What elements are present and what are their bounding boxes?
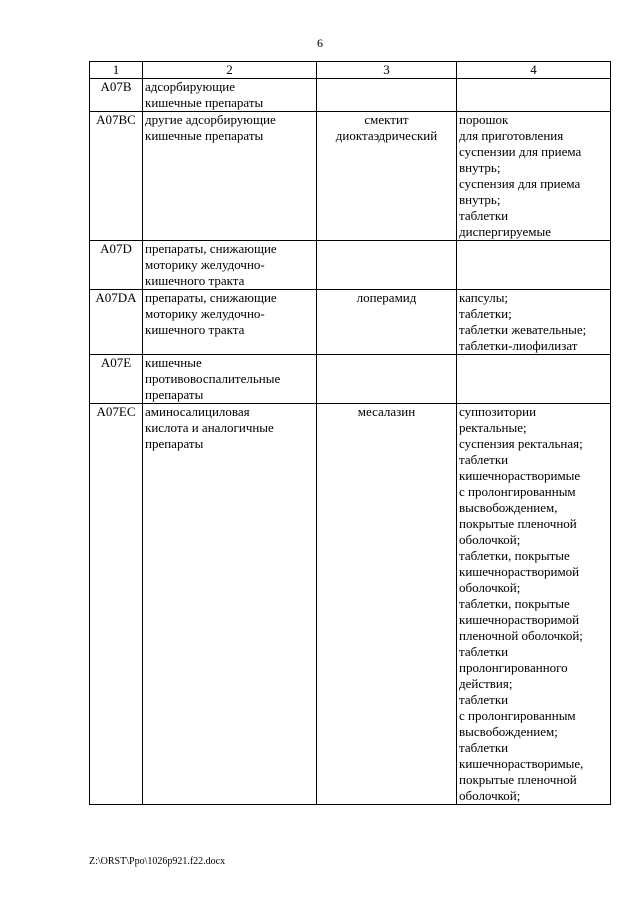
group-name-cell-line: кишечного тракта [145, 273, 245, 288]
atc-code-cell: A07D [90, 241, 143, 290]
dosage-forms-cell-line: для приготовления [459, 128, 564, 143]
drug-name-cell [317, 404, 457, 805]
group-name-cell [143, 404, 317, 805]
dosage-forms-cell-line: пролонгированного [459, 660, 568, 675]
page-number: 6 [317, 36, 323, 50]
dosage-forms-cell [457, 290, 611, 355]
group-name-cell-line: моторику желудочно- [145, 257, 265, 272]
table-header-row [90, 62, 611, 79]
dosage-forms-cell-line: оболочкой; [459, 580, 521, 595]
column-header-1: 1 [90, 62, 143, 79]
dosage-forms-cell-line: оболочкой; [459, 788, 521, 803]
group-name-cell-line: моторику желудочно- [145, 306, 265, 321]
group-name-cell-line: адсорбирующие [145, 79, 236, 94]
dosage-forms-cell-line: таблетки, покрытые [459, 548, 570, 563]
table-row [90, 79, 611, 112]
group-name-cell-line: аминосалициловая [145, 404, 250, 419]
group-name-cell-line: противовоспалительные [145, 371, 281, 386]
group-name-cell-line: кишечные [145, 355, 202, 370]
group-name-cell [143, 355, 317, 404]
dosage-forms-cell-line: таблетки, покрытые [459, 596, 570, 611]
drug-name-cell [317, 112, 457, 241]
dosage-forms-cell-line: суспензии для приема [459, 144, 582, 159]
group-name-cell-line: препараты, снижающие [145, 290, 277, 305]
group-name-cell-line: препараты [145, 387, 204, 402]
dosage-forms-cell-line: кишечнорастворимой [459, 612, 580, 627]
dosage-forms-cell-line: пленочной оболочкой; [459, 628, 583, 643]
dosage-forms-cell-line: таблетки; [459, 306, 512, 321]
dosage-forms-cell-line: с пролонгированным [459, 708, 576, 723]
atc-code-cell: A07EC [90, 404, 143, 805]
table-row [90, 355, 611, 404]
atc-code-cell: A07BC [90, 112, 143, 241]
dosage-forms-cell-line: кишечнорастворимые, [459, 756, 584, 771]
dosage-forms-cell-line: таблетки [459, 208, 509, 223]
group-name-cell [143, 290, 317, 355]
dosage-forms-cell-line: таблетки [459, 452, 509, 467]
group-name-cell-line: препараты, снижающие [145, 241, 277, 256]
group-name-cell-line: препараты [145, 436, 204, 451]
group-name-cell [143, 241, 317, 290]
dosage-forms-cell [457, 241, 611, 290]
dosage-forms-cell-line: таблетки [459, 740, 509, 755]
drug-classification-table [89, 61, 611, 805]
dosage-forms-cell-line: таблетки-лиофилизат [459, 338, 578, 353]
drug-name-cell [317, 241, 457, 290]
dosage-forms-cell-line: оболочкой; [459, 532, 521, 547]
drug-name-cell-line: лоперамид [356, 290, 417, 305]
group-name-cell-line: кишечные препараты [145, 128, 264, 143]
group-name-cell-line: кислота и аналогичные [145, 420, 274, 435]
dosage-forms-cell-line: порошок [459, 112, 509, 127]
column-header-2: 2 [143, 62, 317, 79]
footer-file-path: Z:\ORST\Ppo\1026p921.f22.docx [89, 856, 226, 867]
drug-name-cell [317, 290, 457, 355]
dosage-forms-cell-line: высвобождением; [459, 724, 558, 739]
dosage-forms-cell [457, 79, 611, 112]
dosage-forms-cell [457, 112, 611, 241]
dosage-forms-cell-line: внутрь; [459, 192, 501, 207]
dosage-forms-cell-line: действия; [459, 676, 513, 691]
dosage-forms-cell-line: покрытые пленочной [459, 772, 577, 787]
table-row [90, 290, 611, 355]
dosage-forms-cell-line: с пролонгированным [459, 484, 576, 499]
group-name-cell [143, 112, 317, 241]
dosage-forms-cell [457, 355, 611, 404]
dosage-forms-cell-line: кишечнорастворимой [459, 564, 580, 579]
column-header-4: 4 [457, 62, 611, 79]
dosage-forms-cell [457, 404, 611, 805]
group-name-cell-line: другие адсорбирующие [145, 112, 276, 127]
dosage-forms-cell-line: кишечнорастворимые [459, 468, 581, 483]
group-name-cell-line: кишечные препараты [145, 95, 264, 110]
dosage-forms-cell-line: диспергируемые [459, 224, 552, 239]
dosage-forms-cell-line: суспензия ректальная; [459, 436, 583, 451]
dosage-forms-cell-line: таблетки жевательные; [459, 322, 587, 337]
table-body [90, 79, 611, 805]
drug-name-cell-line: диоктаэдрический [335, 128, 438, 143]
dosage-forms-cell-line: ректальные; [459, 420, 527, 435]
table-row [90, 241, 611, 290]
group-name-cell-line: кишечного тракта [145, 322, 245, 337]
dosage-forms-cell-line: покрытые пленочной [459, 516, 577, 531]
column-header-3: 3 [317, 62, 457, 79]
drug-name-cell [317, 79, 457, 112]
drug-name-cell [317, 355, 457, 404]
table-row [90, 112, 611, 241]
drug-name-cell-line: смектит [364, 112, 409, 127]
table-row [90, 404, 611, 805]
dosage-forms-cell-line: таблетки [459, 692, 509, 707]
atc-code-cell: A07E [90, 355, 143, 404]
dosage-forms-cell-line: суспензия для приема [459, 176, 581, 191]
dosage-forms-cell-line: внутрь; [459, 160, 501, 175]
drug-name-cell-line: месалазин [357, 404, 416, 419]
atc-code-cell: A07DA [90, 290, 143, 355]
group-name-cell [143, 79, 317, 112]
dosage-forms-cell-line: таблетки [459, 644, 509, 659]
dosage-forms-cell-line: капсулы; [459, 290, 509, 305]
dosage-forms-cell-line: суппозитории [459, 404, 537, 419]
dosage-forms-cell-line: высвобождением, [459, 500, 558, 515]
atc-code-cell: A07B [90, 79, 143, 112]
